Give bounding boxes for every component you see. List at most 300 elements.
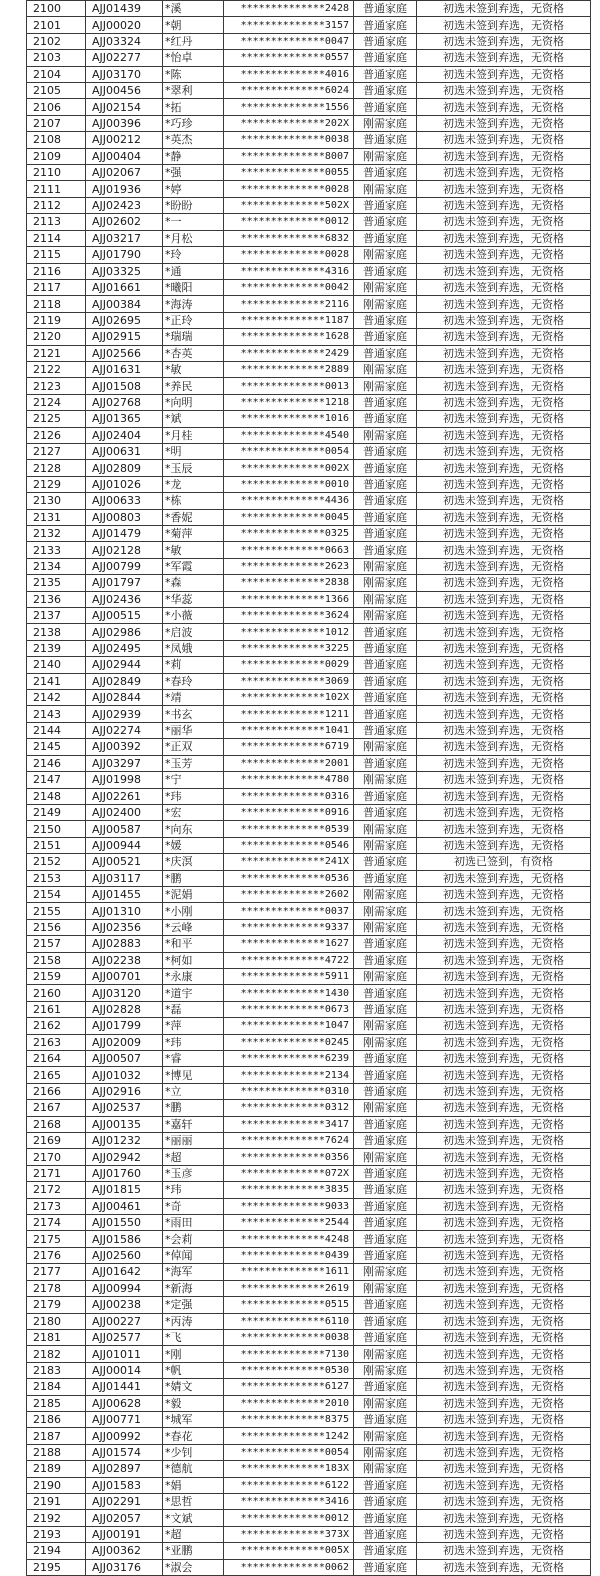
qualification-status-cell: 初选未签到弃选，无资格 xyxy=(417,99,591,115)
id-number-cell: **************4780 xyxy=(224,772,354,788)
row-number-cell: 2108 xyxy=(27,132,86,148)
applicant-name-cell: *飞 xyxy=(163,1329,224,1345)
id-number-cell: **************3835 xyxy=(224,1182,354,1198)
row-number-cell: 2158 xyxy=(27,952,86,968)
qualification-status-cell: 初选未签到弃选，无资格 xyxy=(417,411,591,427)
table-row xyxy=(27,1116,591,1132)
application-code-cell: AJJ00521 xyxy=(86,854,163,870)
application-code-cell: AJJ01310 xyxy=(86,903,163,919)
row-number-cell: 2104 xyxy=(27,66,86,82)
qualification-status-cell: 初选未签到弃选，无资格 xyxy=(417,1313,591,1329)
applicant-name-cell: *文斌 xyxy=(163,1510,224,1526)
id-number-cell: **************4016 xyxy=(224,66,354,82)
row-number-cell: 2181 xyxy=(27,1329,86,1345)
application-code-cell: AJJ02128 xyxy=(86,542,163,558)
table-row xyxy=(27,1510,591,1526)
row-number-cell: 2169 xyxy=(27,1133,86,1149)
id-number-cell: **************0515 xyxy=(224,1297,354,1313)
qualification-status-cell: 初选未签到弃选，无资格 xyxy=(417,1149,591,1165)
qualification-status-cell: 初选未签到弃选，无资格 xyxy=(417,1133,591,1149)
id-number-cell: **************9337 xyxy=(224,919,354,935)
id-number-cell: **************002X xyxy=(224,460,354,476)
id-number-cell: **************0539 xyxy=(224,821,354,837)
id-number-cell: **************2838 xyxy=(224,575,354,591)
row-number-cell: 2133 xyxy=(27,542,86,558)
qualification-status-cell: 初选未签到弃选，无资格 xyxy=(417,1493,591,1509)
applicant-name-cell: *玉芳 xyxy=(163,755,224,771)
id-number-cell: **************3416 xyxy=(224,1493,354,1509)
application-code-cell: AJJ01365 xyxy=(86,411,163,427)
row-number-cell: 2142 xyxy=(27,690,86,706)
application-code-cell: AJJ03170 xyxy=(86,66,163,82)
qualification-status-cell: 初选未签到弃选，无资格 xyxy=(417,1083,591,1099)
table-row xyxy=(27,33,591,49)
id-number-cell: **************2623 xyxy=(224,558,354,574)
application-code-cell: AJJ01642 xyxy=(86,1264,163,1280)
table-row xyxy=(27,296,591,312)
id-number-cell: **************4436 xyxy=(224,493,354,509)
qualification-status-cell: 初选未签到弃选，无资格 xyxy=(417,493,591,509)
qualification-status-cell: 初选未签到弃选，无资格 xyxy=(417,66,591,82)
row-number-cell: 2130 xyxy=(27,493,86,509)
table-row xyxy=(27,837,591,853)
applicant-name-cell: *丙涛 xyxy=(163,1313,224,1329)
id-number-cell: **************0546 xyxy=(224,837,354,853)
application-code-cell: AJJ02009 xyxy=(86,1034,163,1050)
table-row xyxy=(27,1165,591,1181)
table-row xyxy=(27,886,591,902)
household-type-cell: 普通家庭 xyxy=(354,1067,417,1083)
id-number-cell: **************183X xyxy=(224,1461,354,1477)
row-number-cell: 2177 xyxy=(27,1264,86,1280)
application-code-cell: AJJ02423 xyxy=(86,197,163,213)
qualification-status-cell: 初选未签到弃选，无资格 xyxy=(417,312,591,328)
household-type-cell: 刚需家庭 xyxy=(354,1149,417,1165)
household-type-cell: 普通家庭 xyxy=(354,230,417,246)
applicant-name-cell: *玮 xyxy=(163,788,224,804)
qualification-status-cell: 初选未签到弃选，无资格 xyxy=(417,706,591,722)
application-code-cell: AJJ02577 xyxy=(86,1329,163,1345)
qualification-status-cell: 初选未签到弃选，无资格 xyxy=(417,165,591,181)
qualification-status-cell: 初选未签到弃选，无资格 xyxy=(417,837,591,853)
table-row xyxy=(27,148,591,164)
qualification-status-cell: 初选未签到弃选，无资格 xyxy=(417,870,591,886)
row-number-cell: 2131 xyxy=(27,509,86,525)
table-row xyxy=(27,936,591,952)
id-number-cell: **************6127 xyxy=(224,1379,354,1395)
applicant-name-cell: *奇 xyxy=(163,1198,224,1214)
table-row xyxy=(27,115,591,131)
table-row xyxy=(27,1477,591,1493)
household-type-cell: 刚需家庭 xyxy=(354,1018,417,1034)
id-number-cell: **************4248 xyxy=(224,1231,354,1247)
application-code-cell: AJJ00014 xyxy=(86,1362,163,1378)
table-row xyxy=(27,821,591,837)
application-code-cell: AJJ02809 xyxy=(86,460,163,476)
row-number-cell: 2151 xyxy=(27,837,86,853)
table-row xyxy=(27,706,591,722)
row-number-cell: 2141 xyxy=(27,673,86,689)
household-type-cell: 普通家庭 xyxy=(354,1247,417,1263)
row-number-cell: 2114 xyxy=(27,230,86,246)
applicant-name-cell: *淑会 xyxy=(163,1559,224,1575)
household-type-cell: 普通家庭 xyxy=(354,1231,417,1247)
qualification-status-cell: 初选未签到弃选，无资格 xyxy=(417,214,591,230)
application-code-cell: AJJ00994 xyxy=(86,1280,163,1296)
qualification-status-cell: 初选未签到弃选，无资格 xyxy=(417,181,591,197)
household-type-cell: 普通家庭 xyxy=(354,394,417,410)
row-number-cell: 2190 xyxy=(27,1477,86,1493)
applicant-name-cell: *海涛 xyxy=(163,296,224,312)
application-code-cell: AJJ01455 xyxy=(86,886,163,902)
id-number-cell: **************0054 xyxy=(224,1444,354,1460)
id-number-cell: **************1047 xyxy=(224,1018,354,1034)
row-number-cell: 2173 xyxy=(27,1198,86,1214)
household-type-cell: 普通家庭 xyxy=(354,1510,417,1526)
row-number-cell: 2194 xyxy=(27,1543,86,1559)
household-type-cell: 普通家庭 xyxy=(354,624,417,640)
id-number-cell: **************3417 xyxy=(224,1116,354,1132)
qualification-status-cell: 初选未签到弃选，无资格 xyxy=(417,1510,591,1526)
row-number-cell: 2162 xyxy=(27,1018,86,1034)
table-row xyxy=(27,329,591,345)
household-type-cell: 普通家庭 xyxy=(354,17,417,33)
row-number-cell: 2178 xyxy=(27,1280,86,1296)
household-type-cell: 刚需家庭 xyxy=(354,181,417,197)
id-number-cell: **************0054 xyxy=(224,443,354,459)
qualification-status-cell: 初选未签到弃选，无资格 xyxy=(417,460,591,476)
table-row xyxy=(27,1198,591,1214)
row-number-cell: 2154 xyxy=(27,886,86,902)
application-code-cell: AJJ02057 xyxy=(86,1510,163,1526)
row-number-cell: 2138 xyxy=(27,624,86,640)
row-number-cell: 2164 xyxy=(27,1051,86,1067)
id-number-cell: **************3157 xyxy=(224,17,354,33)
applicant-name-cell: *森 xyxy=(163,575,224,591)
household-type-cell: 刚需家庭 xyxy=(354,1100,417,1116)
table-row xyxy=(27,1133,591,1149)
applicant-name-cell: *德航 xyxy=(163,1461,224,1477)
application-code-cell: AJJ01479 xyxy=(86,526,163,542)
household-type-cell: 刚需家庭 xyxy=(354,558,417,574)
qualification-status-cell: 初选已签到，有资格 xyxy=(417,854,591,870)
household-type-cell: 刚需家庭 xyxy=(354,361,417,377)
table-row xyxy=(27,1379,591,1395)
qualification-status-cell: 初选未签到弃选，无资格 xyxy=(417,1034,591,1050)
qualification-status-cell: 初选未签到弃选，无资格 xyxy=(417,361,591,377)
qualification-status-cell: 初选未签到弃选，无资格 xyxy=(417,279,591,295)
qualification-status-cell: 初选未签到弃选，无资格 xyxy=(417,148,591,164)
application-code-cell: AJJ00587 xyxy=(86,821,163,837)
qualification-status-cell: 初选未签到弃选，无资格 xyxy=(417,296,591,312)
application-code-cell: AJJ01439 xyxy=(86,1,163,17)
id-number-cell: **************2001 xyxy=(224,755,354,771)
application-code-cell: AJJ03176 xyxy=(86,1559,163,1575)
qualification-status-cell: 初选未签到弃选，无资格 xyxy=(417,690,591,706)
row-number-cell: 2134 xyxy=(27,558,86,574)
application-code-cell: AJJ00456 xyxy=(86,83,163,99)
table-row xyxy=(27,985,591,1001)
applicant-name-cell: *启波 xyxy=(163,624,224,640)
id-number-cell: **************2428 xyxy=(224,1,354,17)
applicant-name-cell: *立 xyxy=(163,1083,224,1099)
applicant-name-cell: *磊 xyxy=(163,1001,224,1017)
application-code-cell: AJJ02844 xyxy=(86,690,163,706)
row-number-cell: 2152 xyxy=(27,854,86,870)
id-number-cell: **************0013 xyxy=(224,378,354,394)
table-row xyxy=(27,804,591,820)
application-code-cell: AJJ00701 xyxy=(86,968,163,984)
household-type-cell: 普通家庭 xyxy=(354,33,417,49)
applicant-name-cell: *斌 xyxy=(163,411,224,427)
applicant-name-cell: *春花 xyxy=(163,1428,224,1444)
table-row xyxy=(27,443,591,459)
row-number-cell: 2132 xyxy=(27,526,86,542)
applicant-name-cell: *媛 xyxy=(163,837,224,853)
household-type-cell: 刚需家庭 xyxy=(354,1395,417,1411)
table-row xyxy=(27,690,591,706)
row-number-cell: 2167 xyxy=(27,1100,86,1116)
id-number-cell: **************1012 xyxy=(224,624,354,640)
qualification-status-cell: 初选未签到弃选，无资格 xyxy=(417,115,591,131)
applicant-name-cell: *红丹 xyxy=(163,33,224,49)
application-code-cell: AJJ02695 xyxy=(86,312,163,328)
household-type-cell: 普通家庭 xyxy=(354,1477,417,1493)
id-number-cell: **************7624 xyxy=(224,1133,354,1149)
household-type-cell: 普通家庭 xyxy=(354,952,417,968)
table-row xyxy=(27,476,591,492)
row-number-cell: 2163 xyxy=(27,1034,86,1050)
household-type-cell: 普通家庭 xyxy=(354,526,417,542)
table-row xyxy=(27,1083,591,1099)
applicant-name-cell: *会莉 xyxy=(163,1231,224,1247)
application-code-cell: AJJ02916 xyxy=(86,1083,163,1099)
application-code-cell: AJJ00384 xyxy=(86,296,163,312)
row-number-cell: 2139 xyxy=(27,640,86,656)
row-number-cell: 2145 xyxy=(27,739,86,755)
household-type-cell: 普通家庭 xyxy=(354,1329,417,1345)
household-type-cell: 普通家庭 xyxy=(354,1083,417,1099)
household-type-cell: 刚需家庭 xyxy=(354,378,417,394)
qualification-status-cell: 初选未签到弃选，无资格 xyxy=(417,1379,591,1395)
applicant-name-cell: *定强 xyxy=(163,1297,224,1313)
applicant-name-cell: *宁 xyxy=(163,772,224,788)
qualification-status-cell: 初选未签到弃选，无资格 xyxy=(417,804,591,820)
application-code-cell: AJJ01760 xyxy=(86,1165,163,1181)
table-row xyxy=(27,1313,591,1329)
household-type-cell: 普通家庭 xyxy=(354,263,417,279)
id-number-cell: **************0038 xyxy=(224,132,354,148)
application-code-cell: AJJ01550 xyxy=(86,1215,163,1231)
table-row xyxy=(27,1543,591,1559)
household-type-cell: 普通家庭 xyxy=(354,83,417,99)
id-number-cell: **************1041 xyxy=(224,722,354,738)
table-row xyxy=(27,640,591,656)
id-number-cell: **************2010 xyxy=(224,1395,354,1411)
qualification-status-cell: 初选未签到弃选，无资格 xyxy=(417,886,591,902)
qualification-status-cell: 初选未签到弃选，无资格 xyxy=(417,394,591,410)
applicant-name-cell: *鹏 xyxy=(163,1100,224,1116)
row-number-cell: 2153 xyxy=(27,870,86,886)
id-number-cell: **************2134 xyxy=(224,1067,354,1083)
household-type-cell: 普通家庭 xyxy=(354,1133,417,1149)
household-type-cell: 普通家庭 xyxy=(354,312,417,328)
household-type-cell: 刚需家庭 xyxy=(354,837,417,853)
qualification-status-cell: 初选未签到弃选，无资格 xyxy=(417,1543,591,1559)
id-number-cell: **************0012 xyxy=(224,214,354,230)
table-row xyxy=(27,1231,591,1247)
applicant-name-cell: *通 xyxy=(163,263,224,279)
row-number-cell: 2119 xyxy=(27,312,86,328)
table-row xyxy=(27,1461,591,1477)
application-code-cell: AJJ02944 xyxy=(86,657,163,673)
qualification-status-cell: 初选未签到弃选，无资格 xyxy=(417,1182,591,1198)
application-code-cell: AJJ02291 xyxy=(86,1493,163,1509)
applicant-name-cell: *玲 xyxy=(163,247,224,263)
application-code-cell: AJJ00803 xyxy=(86,509,163,525)
table-row xyxy=(27,263,591,279)
qualification-status-cell: 初选未签到弃选，无资格 xyxy=(417,1477,591,1493)
household-type-cell: 刚需家庭 xyxy=(354,591,417,607)
qualification-status-cell: 初选未签到弃选，无资格 xyxy=(417,1001,591,1017)
row-number-cell: 2184 xyxy=(27,1379,86,1395)
household-type-cell: 普通家庭 xyxy=(354,673,417,689)
id-number-cell: **************1218 xyxy=(224,394,354,410)
household-type-cell: 普通家庭 xyxy=(354,854,417,870)
application-code-cell: AJJ01583 xyxy=(86,1477,163,1493)
id-number-cell: **************0536 xyxy=(224,870,354,886)
table-row xyxy=(27,230,591,246)
household-type-cell: 普通家庭 xyxy=(354,1051,417,1067)
application-code-cell: AJJ02942 xyxy=(86,1149,163,1165)
id-number-cell: **************005X xyxy=(224,1543,354,1559)
household-type-cell: 普通家庭 xyxy=(354,1313,417,1329)
qualification-status-cell: 初选未签到弃选，无资格 xyxy=(417,722,591,738)
applicant-name-cell: *玮 xyxy=(163,1182,224,1198)
id-number-cell: **************0055 xyxy=(224,165,354,181)
application-code-cell: AJJ00238 xyxy=(86,1297,163,1313)
id-number-cell: **************2429 xyxy=(224,345,354,361)
table-row xyxy=(27,608,591,624)
qualification-status-cell: 初选未签到弃选，无资格 xyxy=(417,1526,591,1542)
household-type-cell: 刚需家庭 xyxy=(354,739,417,755)
application-code-cell: AJJ02828 xyxy=(86,1001,163,1017)
applicant-name-cell: *月桂 xyxy=(163,427,224,443)
id-number-cell: **************0673 xyxy=(224,1001,354,1017)
qualification-status-cell: 初选未签到弃选，无资格 xyxy=(417,1067,591,1083)
household-type-cell: 刚需家庭 xyxy=(354,1362,417,1378)
table-row xyxy=(27,1297,591,1313)
table-row xyxy=(27,197,591,213)
household-type-cell: 普通家庭 xyxy=(354,493,417,509)
table-row xyxy=(27,870,591,886)
applicant-name-cell: *正玲 xyxy=(163,312,224,328)
household-type-cell: 刚需家庭 xyxy=(354,148,417,164)
application-code-cell: AJJ00633 xyxy=(86,493,163,509)
id-number-cell: **************1366 xyxy=(224,591,354,607)
qualification-status-cell: 初选未签到弃选，无资格 xyxy=(417,624,591,640)
table-row xyxy=(27,1346,591,1362)
table-row xyxy=(27,854,591,870)
row-number-cell: 2183 xyxy=(27,1362,86,1378)
id-number-cell: **************9033 xyxy=(224,1198,354,1214)
household-type-cell: 普通家庭 xyxy=(354,640,417,656)
household-type-cell: 普通家庭 xyxy=(354,1182,417,1198)
id-number-cell: **************0916 xyxy=(224,804,354,820)
table-row xyxy=(27,558,591,574)
qualification-status-cell: 初选未签到弃选，无资格 xyxy=(417,558,591,574)
id-number-cell: **************0028 xyxy=(224,181,354,197)
row-number-cell: 2157 xyxy=(27,936,86,952)
application-code-cell: AJJ00631 xyxy=(86,443,163,459)
table-row xyxy=(27,394,591,410)
row-number-cell: 2159 xyxy=(27,968,86,984)
id-number-cell: **************8375 xyxy=(224,1411,354,1427)
qualification-status-cell: 初选未签到弃选，无资格 xyxy=(417,903,591,919)
applicant-name-cell: *敏 xyxy=(163,542,224,558)
household-type-cell: 普通家庭 xyxy=(354,50,417,66)
row-number-cell: 2147 xyxy=(27,772,86,788)
applicant-name-cell: *明 xyxy=(163,443,224,459)
application-code-cell: AJJ01936 xyxy=(86,181,163,197)
household-type-cell: 刚需家庭 xyxy=(354,575,417,591)
table-row xyxy=(27,542,591,558)
row-number-cell: 2122 xyxy=(27,361,86,377)
application-code-cell: AJJ00628 xyxy=(86,1395,163,1411)
application-code-cell: AJJ02939 xyxy=(86,706,163,722)
qualification-status-cell: 初选未签到弃选，无资格 xyxy=(417,378,591,394)
id-number-cell: **************3624 xyxy=(224,608,354,624)
applicant-name-cell: *一 xyxy=(163,214,224,230)
row-number-cell: 2144 xyxy=(27,722,86,738)
id-number-cell: **************0047 xyxy=(224,33,354,49)
household-type-cell: 刚需家庭 xyxy=(354,919,417,935)
household-type-cell: 普通家庭 xyxy=(354,1,417,17)
application-code-cell: AJJ02602 xyxy=(86,214,163,230)
row-number-cell: 2170 xyxy=(27,1149,86,1165)
qualification-status-cell: 初选未签到弃选，无资格 xyxy=(417,1280,591,1296)
household-type-cell: 普通家庭 xyxy=(354,1297,417,1313)
qualification-status-cell: 初选未签到弃选，无资格 xyxy=(417,952,591,968)
application-code-cell: AJJ01032 xyxy=(86,1067,163,1083)
id-number-cell: **************6832 xyxy=(224,230,354,246)
household-type-cell: 普通家庭 xyxy=(354,1493,417,1509)
id-number-cell: **************0037 xyxy=(224,903,354,919)
table-row xyxy=(27,772,591,788)
household-type-cell: 刚需家庭 xyxy=(354,1428,417,1444)
qualification-status-cell: 初选未签到弃选，无资格 xyxy=(417,755,591,771)
applicant-name-cell: *向明 xyxy=(163,394,224,410)
applicant-name-cell: *盼盼 xyxy=(163,197,224,213)
applicant-name-cell: *莉 xyxy=(163,657,224,673)
applicant-name-cell: *春玲 xyxy=(163,673,224,689)
household-type-cell: 普通家庭 xyxy=(354,657,417,673)
id-number-cell: **************0028 xyxy=(224,247,354,263)
application-code-cell: AJJ01790 xyxy=(86,247,163,263)
applicant-name-cell: *军霞 xyxy=(163,558,224,574)
id-number-cell: **************1187 xyxy=(224,312,354,328)
applicant-name-cell: *宏 xyxy=(163,804,224,820)
application-code-cell: AJJ01441 xyxy=(86,1379,163,1395)
qualification-status-cell: 初选未签到弃选，无资格 xyxy=(417,591,591,607)
household-type-cell: 刚需家庭 xyxy=(354,247,417,263)
household-type-cell: 普通家庭 xyxy=(354,1543,417,1559)
table-row xyxy=(27,66,591,82)
table-row xyxy=(27,378,591,394)
table-row xyxy=(27,1067,591,1083)
row-number-cell: 2110 xyxy=(27,165,86,181)
applicant-name-cell: *永康 xyxy=(163,968,224,984)
